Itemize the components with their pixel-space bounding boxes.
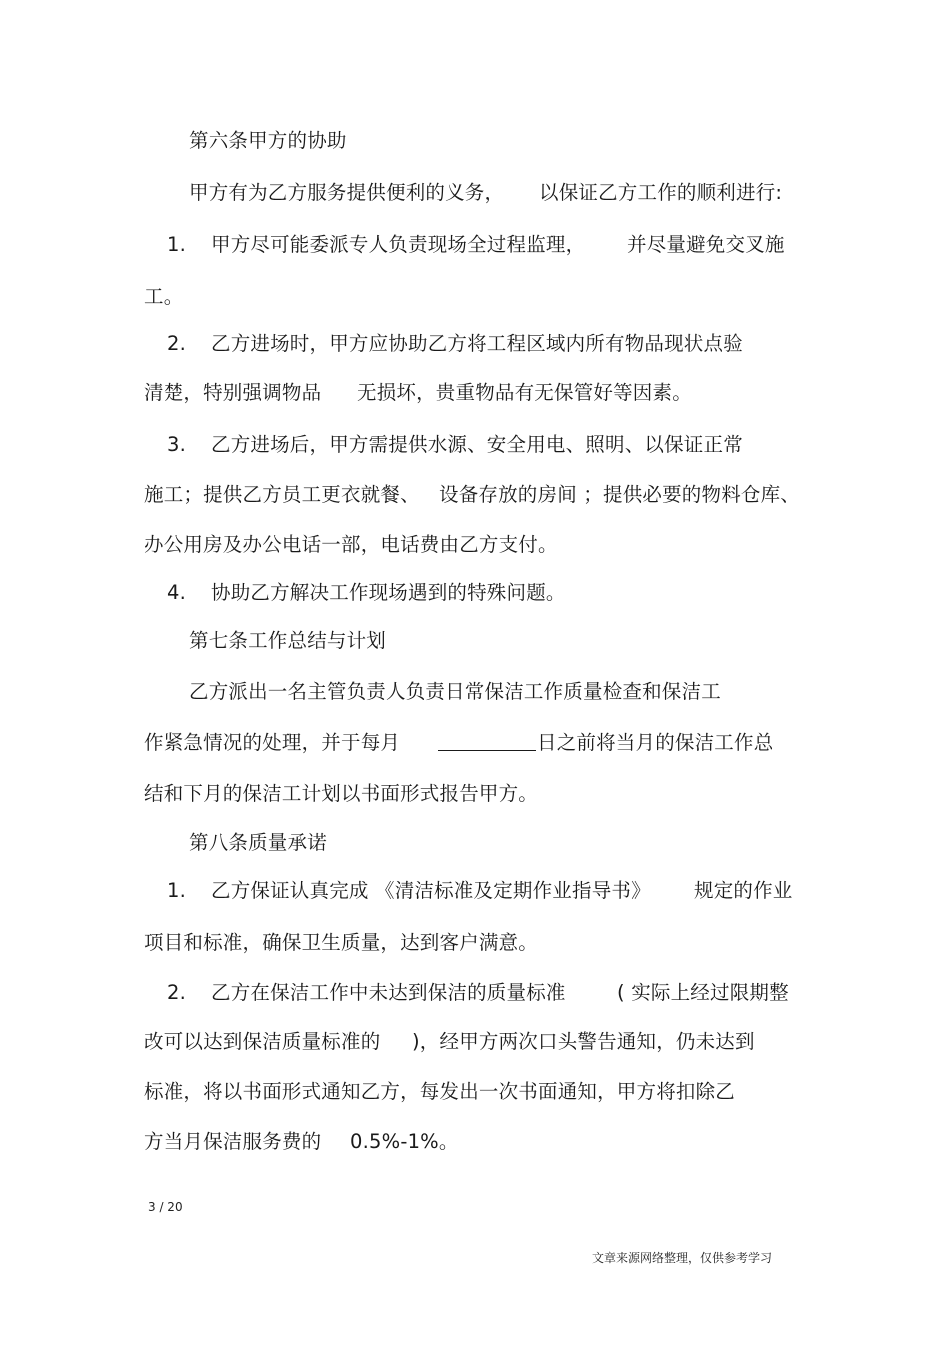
article-8-item-2-line-4-part-1: 方当月保洁服务费的 xyxy=(144,1130,322,1153)
article-6-item-1-text-cont: 并尽量避免交叉施 xyxy=(627,233,785,256)
article-6-item-3-text-cont: 施工；提供乙方员工更衣就餐、 xyxy=(144,483,420,506)
article-8-item-1-text-cont: 规定的作业 xyxy=(694,879,793,902)
article-8-item-2-text-cont: ( 实际上经过限期整 xyxy=(617,981,789,1004)
article-6-item-1-text-end: 工。 xyxy=(144,285,184,308)
article-6-item-3-text-cont-2: 设备存放的房间 ；提供必要的物料仓库、 xyxy=(439,483,800,506)
article-7-line-2 xyxy=(144,730,400,756)
article-6-heading: 第六条甲方的协助 xyxy=(189,129,347,152)
article-7-line-1: 乙方派出一名主管负责人负责日常保洁工作质量检查和保洁工 xyxy=(189,680,721,703)
article-6-item-2-number: 2. xyxy=(167,332,187,355)
article-8-item-2-line-4-part-2: 0.5%-1%。 xyxy=(350,1130,459,1153)
article-7-line-2-part-1: 作紧急情况的处理，并于每月 xyxy=(144,731,401,754)
article-6-item-4-text: 协助乙方解决工作现场遇到的特殊问题。 xyxy=(211,581,566,604)
article-8-item-1-text: 乙方保证认真完成 《清洁标准及定期作业指导书》 xyxy=(211,879,651,902)
article-8-item-2-number: 2. xyxy=(167,981,187,1004)
article-6-item-1-text: 甲方尽可能委派专人负责现场全过程监理， xyxy=(211,233,586,256)
article-6-item-3-text-end: 办公用房及办公电话一部，电话费由乙方支付。 xyxy=(144,533,558,556)
article-8-item-2-line-2-part-2: )，经甲方两次口头警告通知，仍未达到 xyxy=(412,1030,755,1053)
article-6-item-2-text: 乙方进场时，甲方应协助乙方将工程区域内所有物品现状点验 xyxy=(211,332,743,355)
article-6-item-2-text-end: 无损坏，贵重物品有无保管好等因素。 xyxy=(357,381,692,404)
article-6-intro-part-2: 以保证乙方工作的顺利进行: xyxy=(539,181,783,204)
fill-in-blank[interactable] xyxy=(438,730,536,751)
article-8-item-2-text: 乙方在保洁工作中未达到保洁的质量标准 xyxy=(211,981,566,1004)
article-8-heading: 第八条质量承诺 xyxy=(189,831,327,854)
article-6-intro-part-1: 甲方有为乙方服务提供便利的义务， xyxy=(189,181,505,204)
article-6-item-3-number: 3. xyxy=(167,433,187,456)
article-6-item-3-text: 乙方进场后，甲方需提供水源、安全用电、照明、以保证正常 xyxy=(211,433,743,456)
article-8-item-2-line-2-part-1: 改可以达到保洁质量标准的 xyxy=(144,1030,381,1053)
article-7-heading: 第七条工作总结与计划 xyxy=(189,629,387,652)
article-6-item-4-number: 4. xyxy=(167,581,187,604)
source-note: 文章来源网络整理，仅供参考学习 xyxy=(592,1251,773,1265)
article-8-item-1-number: 1. xyxy=(167,879,187,902)
article-6-item-2-text-cont: 清楚，特别强调物品 xyxy=(144,381,322,404)
article-8-item-2-line-3: 标准，将以书面形式通知乙方，每发出一次书面通知，甲方将扣除乙 xyxy=(144,1080,736,1103)
article-7-line-3: 结和下月的保洁工计划以书面形式报告甲方。 xyxy=(144,782,539,805)
page-number: 3 / 20 xyxy=(148,1200,183,1214)
article-8-item-1-text-end: 项目和标准，确保卫生质量，达到客户满意。 xyxy=(144,931,539,954)
article-7-line-2-part-2: 日之前将当月的保洁工作总 xyxy=(537,731,774,754)
article-7-line-2-blank-group xyxy=(438,730,773,756)
article-6-item-1-number: 1. xyxy=(167,233,187,256)
